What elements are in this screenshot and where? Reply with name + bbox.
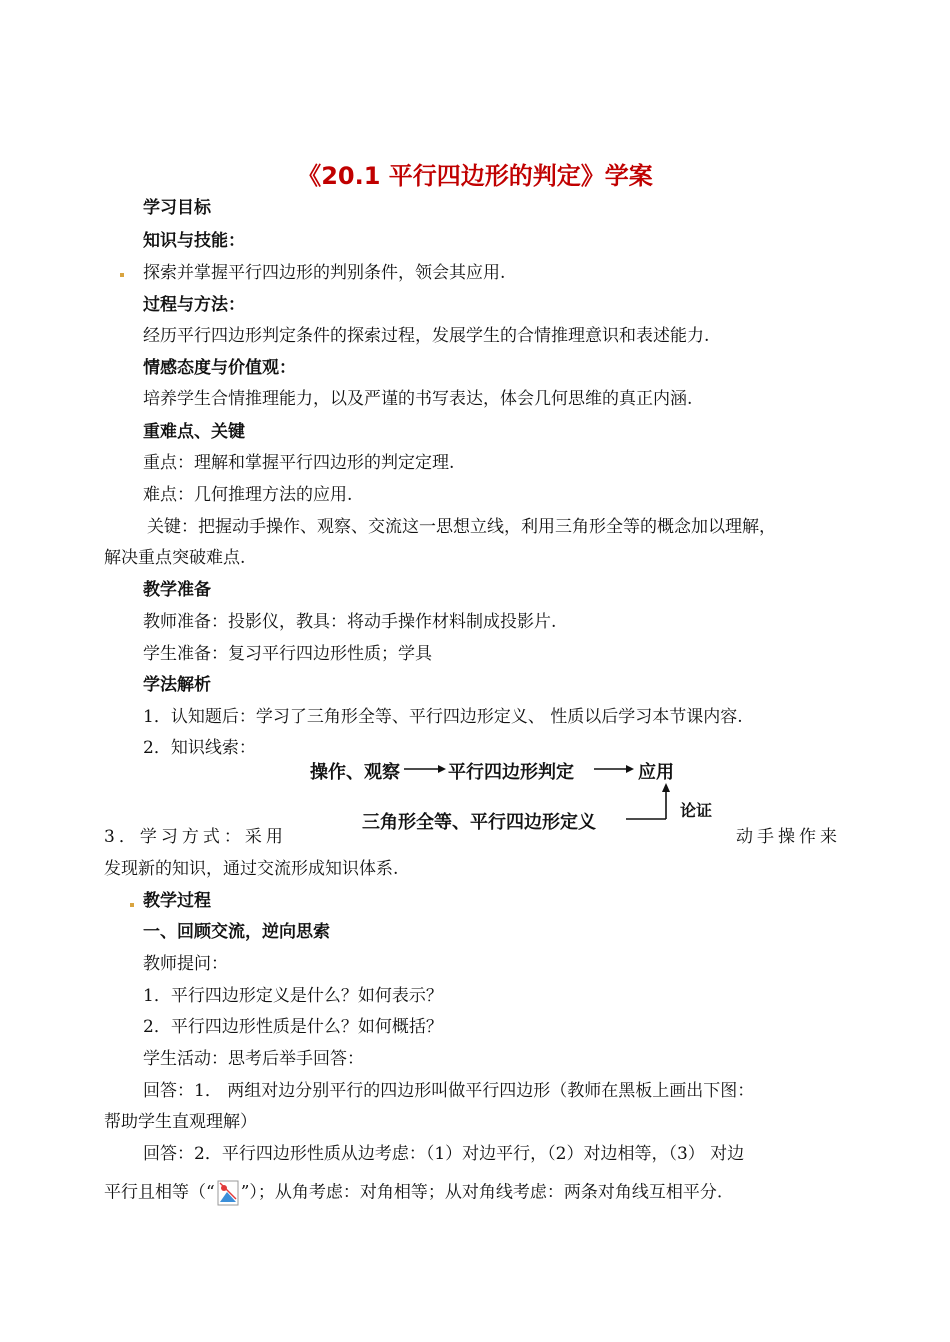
answer-2-line2-part-b: ”）；从角考虑：对角相等；从对角线考虑：两条对角线互相平分. (240, 1182, 723, 1203)
bullet-dot (130, 903, 134, 907)
knowledge-text: 探索并掌握平行四边形的判别条件，领会其应用. (143, 263, 506, 283)
heading-prep: 教学准备 (143, 580, 211, 600)
page-title: 《20.1 平行四边形的判定》学案 (297, 162, 653, 190)
heading-part-one: 一、回顾交流，逆向思索 (143, 922, 330, 942)
diagram-node-operate-observe: 操作、观察 (310, 762, 400, 783)
answer-2-line1: 回答：2．平行四边形性质从边考虑：（1）对边平行，（2）对边相等，（3） 对边 (143, 1144, 745, 1164)
process-text: 经历平行四边形判定条件的探索过程，发展学生的合情推理意识和表述能力. (143, 326, 710, 346)
teacher-ask: 教师提问： (143, 954, 228, 974)
heading-emotion: 情感态度与价值观： (143, 358, 296, 378)
heading-knowledge-skills: 知识与技能： (143, 231, 245, 251)
knowledge-clue-diagram (300, 752, 740, 842)
answer-1-line1: 回答：1． 两组对边分别平行的四边形叫做平行四边形（教师在黑板上画出下图： (143, 1081, 755, 1101)
method-item-3-left: 3．学习方式：采用 (104, 827, 287, 847)
heading-key-points: 重难点、关键 (143, 422, 245, 442)
diagram-arrows (300, 752, 740, 842)
answer-2-line2-part-a: 平行且相等（“ (104, 1182, 215, 1203)
key-text-line1: 关键：把握动手操作、观察、交流这一思想立线，利用三角形全等的概念加以理解， (147, 517, 776, 537)
answer-1-line2: 帮助学生直观理解） (104, 1112, 257, 1132)
diagram-node-criteria: 平行四边形判定 (448, 762, 574, 783)
method-item-3-continued: 发现新的知识，通过交流形成知识体系. (104, 859, 399, 879)
diagram-node-congruence-definition: 三角形全等、平行四边形定义 (362, 812, 596, 833)
heading-teaching-process: 教学过程 (143, 891, 211, 911)
question-2: 2．平行四边形性质是什么？如何概括？ (143, 1017, 443, 1037)
student-activity: 学生活动：思考后举手回答： (143, 1049, 364, 1069)
diagram-label-proof: 论证 (680, 801, 713, 820)
image-placeholder-icon (217, 1180, 239, 1206)
answer-2-line2 (104, 1180, 722, 1206)
bullet-dot (120, 273, 124, 277)
question-1: 1．平行四边形定义是什么？如何表示？ (143, 986, 443, 1006)
method-item-3-right: 动手操作来 (736, 827, 841, 847)
student-prep-text: 学生准备：复习平行四边形性质；学具 (143, 644, 432, 664)
method-item-2: 2．知识线索： (143, 738, 256, 758)
emotion-text: 培养学生合情推理能力，以及严谨的书写表达，体会几何思维的真正内涵. (143, 389, 693, 409)
key-text-line2: 解决重点突破难点. (104, 548, 246, 568)
teacher-prep-text: 教师准备：投影仪，教具：将动手操作材料制成投影片. (143, 612, 557, 632)
heading-learning-goals: 学习目标 (143, 198, 211, 218)
diagram-node-application: 应用 (638, 762, 674, 783)
difficulty-text: 难点：几何推理方法的应用. (143, 485, 353, 505)
heading-process-methods: 过程与方法： (143, 295, 245, 315)
method-item-1: 1．认知题后：学习了三角形全等、平行四边形定义、 性质以后学习本节课内容. (143, 707, 743, 727)
heading-method-analysis: 学法解析 (143, 675, 211, 695)
key-focus-text: 重点：理解和掌握平行四边形的判定定理. (143, 453, 455, 473)
